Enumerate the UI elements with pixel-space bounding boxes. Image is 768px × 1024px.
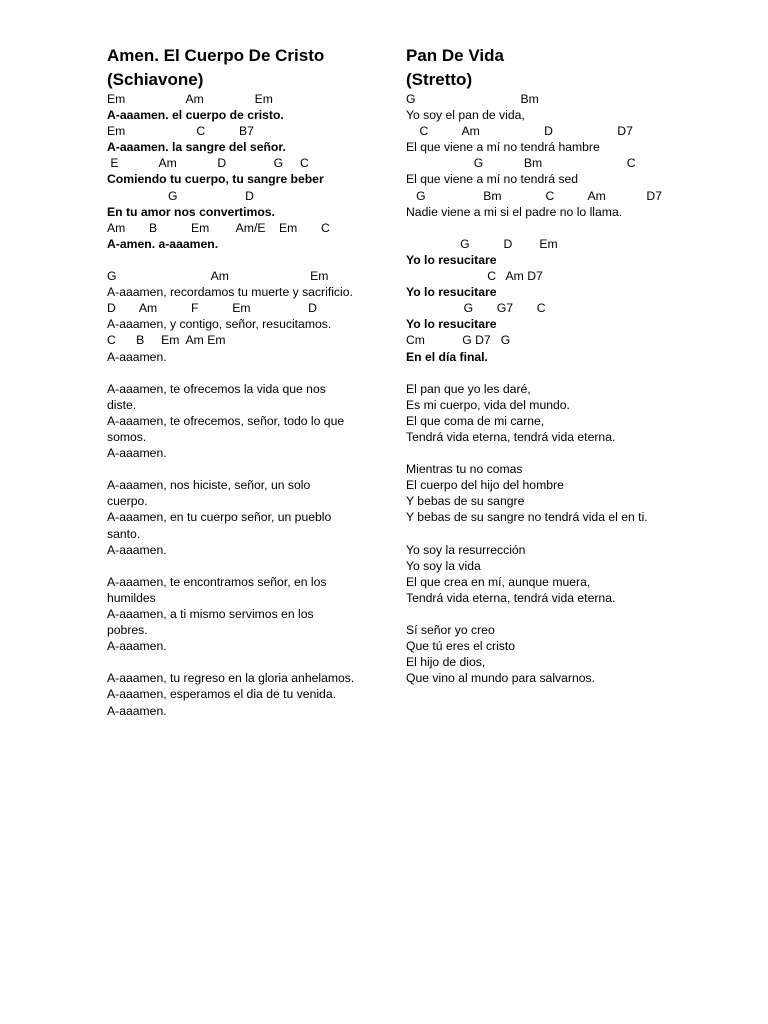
blank-line bbox=[406, 445, 746, 461]
lyric-line: Yo soy el pan de vida, bbox=[406, 108, 525, 123]
blank-line bbox=[406, 606, 746, 622]
lyric-line: A-aaamen, y contigo, señor, resucitamos. bbox=[107, 317, 332, 332]
chorus-line: A-aaamen. la sangre del señor. bbox=[107, 140, 286, 155]
lyric-line: D Am F Em D bbox=[107, 301, 317, 316]
lyric-line: C Am D7 bbox=[406, 269, 543, 284]
lyric-line: A-aaamen. bbox=[107, 639, 167, 654]
blank-line bbox=[107, 654, 367, 670]
chorus-line: A-aaamen. el cuerpo de cristo. bbox=[107, 108, 284, 123]
lyric-line: Em C B7 bbox=[107, 124, 254, 139]
lyric-line: Es mi cuerpo, vida del mundo. bbox=[406, 397, 570, 412]
chorus-line: A-amen. a-aaamen. bbox=[107, 236, 219, 251]
lyric-line: Am B Em Am/E Em C bbox=[107, 220, 330, 235]
song-title: Pan De Vida bbox=[406, 46, 504, 65]
chorus-line: En tu amor nos convertimos. bbox=[107, 204, 275, 219]
lyric-line: Que vino al mundo para salvarnos. bbox=[406, 671, 596, 686]
song-column-pan-de-vida bbox=[406, 44, 746, 686]
lyric-line: G D Em bbox=[406, 236, 558, 251]
lyric-line: Yo soy la vida bbox=[406, 558, 481, 573]
lyric-line: El cuerpo del hijo del hombre bbox=[406, 478, 564, 493]
blank-line bbox=[107, 461, 367, 477]
lyric-line: A-aaamen, recordamos tu muerte y sacrificio. bbox=[107, 285, 353, 300]
lyric-line: G D bbox=[107, 188, 254, 203]
lyric-line: diste. bbox=[107, 397, 137, 412]
lyric-line: A-aaamen, esperamos el dia de tu venida. bbox=[107, 687, 336, 702]
lyric-line: A-aaamen, te ofrecemos la vida que nos bbox=[107, 381, 326, 396]
lyric-line: Tendrá vida eterna, tendrá vida eterna. bbox=[406, 429, 616, 444]
lyric-line: G Bm C Am D7 bbox=[406, 188, 662, 203]
lyric-line: pobres. bbox=[107, 623, 148, 638]
lyric-line: A-aaamen, te ofrecemos, señor, todo lo que bbox=[107, 413, 345, 428]
lyric-line: Sí señor yo creo bbox=[406, 623, 495, 638]
lyric-line: Y bebas de su sangre no tendrá vida el en ti. bbox=[406, 510, 648, 525]
blank-line bbox=[406, 365, 746, 381]
lyric-line: A-aaamen. bbox=[107, 542, 167, 557]
lyric-line: C Am D D7 bbox=[406, 124, 633, 139]
song-composer: (Schiavone) bbox=[107, 69, 204, 89]
song-title: Amen. El Cuerpo De Cristo bbox=[107, 46, 325, 65]
chorus-line: En el día final. bbox=[406, 349, 488, 364]
lyric-line: Nadie viene a mi si el padre no lo llama. bbox=[406, 204, 623, 219]
lyric-line: El que viene a mí no tendrá sed bbox=[406, 172, 579, 187]
lyric-line: El que viene a mí no tendrá hambre bbox=[406, 140, 600, 155]
lyric-line: Tendrá vida eterna, tendrá vida eterna. bbox=[406, 590, 616, 605]
blank-line bbox=[406, 526, 746, 542]
lyric-line: Em Am Em bbox=[107, 92, 273, 106]
lyric-line: G Bm C bbox=[406, 156, 636, 171]
lyric-line: humildes bbox=[107, 590, 156, 605]
lyric-line: A-aaamen. bbox=[107, 349, 167, 364]
lyric-line: G Bm bbox=[406, 92, 539, 106]
lyric-line: Yo soy la resurrección bbox=[406, 542, 526, 557]
lyric-line: somos. bbox=[107, 429, 147, 444]
lyric-line: C B Em Am Em bbox=[107, 333, 226, 348]
song-title-block bbox=[107, 44, 367, 91]
lyric-line: El que crea en mí, aunque muera, bbox=[406, 574, 591, 589]
chorus-line: Yo lo resucitare bbox=[406, 252, 497, 267]
lyric-line: Que tú eres el cristo bbox=[406, 639, 516, 654]
song-lines bbox=[107, 91, 367, 719]
lyric-line: A-aaamen, nos hiciste, señor, un solo bbox=[107, 478, 311, 493]
lyric-line: El pan que yo les daré, bbox=[406, 381, 531, 396]
blank-line bbox=[406, 220, 746, 236]
blank-line bbox=[107, 365, 367, 381]
song-column-amen bbox=[107, 44, 367, 719]
lyric-line: A-aaamen. bbox=[107, 446, 167, 461]
lyric-line: A-aaamen. bbox=[107, 703, 167, 718]
song-lines bbox=[406, 91, 746, 686]
chorus-line: Yo lo resucitare bbox=[406, 285, 497, 300]
chorus-line: Yo lo resucitare bbox=[406, 317, 497, 332]
lyric-line: A-aaamen, te encontramos señor, en los bbox=[107, 574, 327, 589]
lyric-line: G Am Em bbox=[107, 269, 329, 284]
chorus-line: Comiendo tu cuerpo, tu sangre beber bbox=[107, 172, 324, 187]
lyric-line: Y bebas de su sangre bbox=[406, 494, 525, 509]
lyric-line: A-aaamen, en tu cuerpo señor, un pueblo bbox=[107, 510, 332, 525]
lyric-line: santo. bbox=[107, 526, 141, 541]
song-composer: (Stretto) bbox=[406, 69, 473, 89]
blank-line bbox=[107, 252, 367, 268]
lyric-line: cuerpo. bbox=[107, 494, 148, 509]
lyric-line: El hijo de dios, bbox=[406, 655, 486, 670]
lyric-line: El que coma de mi carne, bbox=[406, 413, 545, 428]
lyric-line: E Am D G C bbox=[107, 156, 309, 171]
lyric-line: G G7 C bbox=[406, 301, 546, 316]
blank-line bbox=[107, 558, 367, 574]
lyric-line: A-aaamen, tu regreso en la gloria anhelamos. bbox=[107, 671, 355, 686]
lyric-line: Cm G D7 G bbox=[406, 333, 511, 348]
lyric-line: A-aaamen, a ti mismo servimos en los bbox=[107, 607, 314, 621]
song-title-block bbox=[406, 44, 746, 91]
lyric-line: Mientras tu no comas bbox=[406, 462, 523, 477]
